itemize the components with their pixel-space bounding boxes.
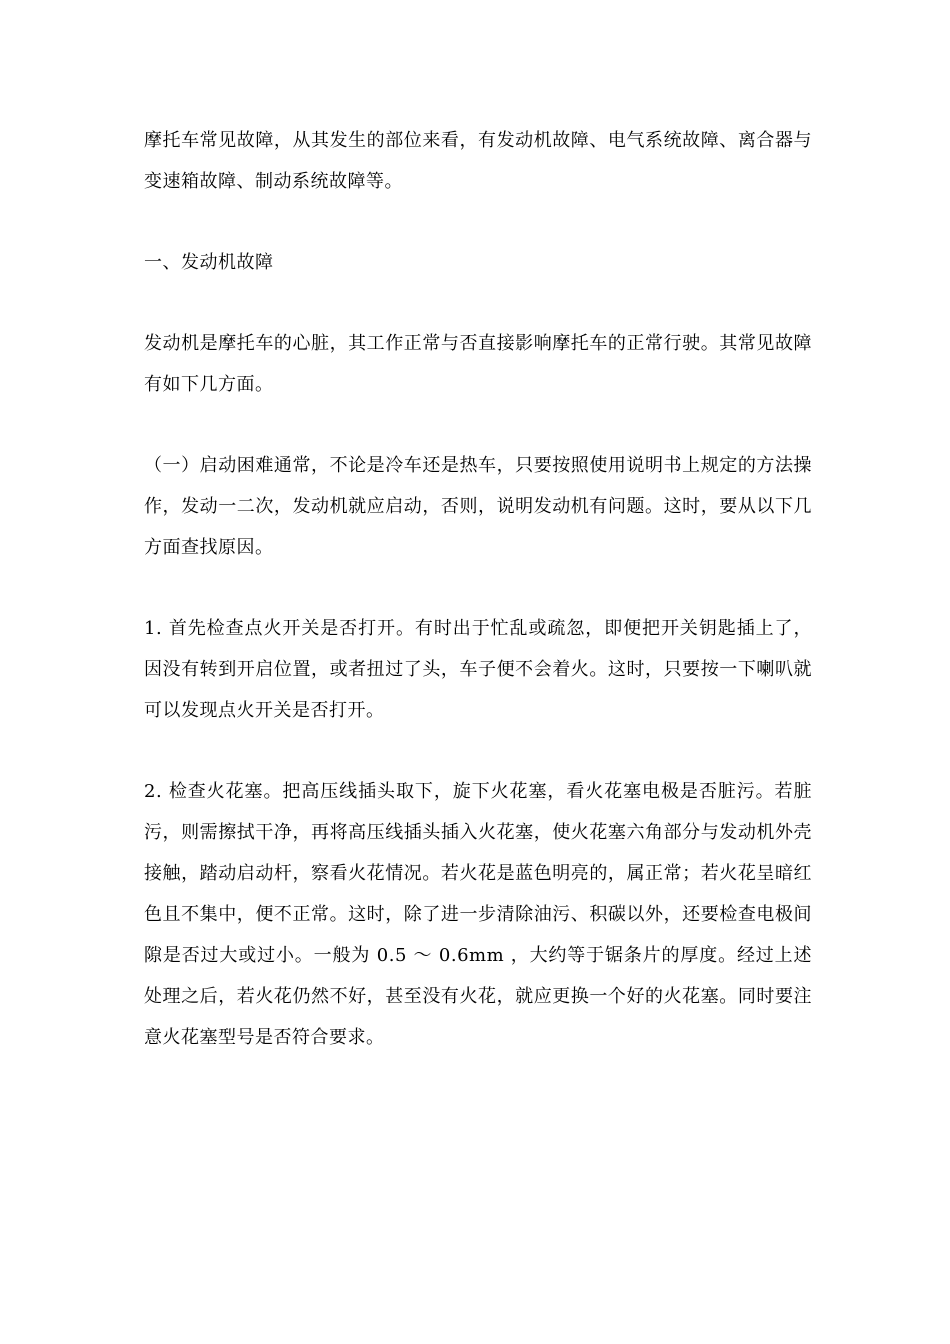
section-heading: 一、发动机故障 xyxy=(144,252,274,273)
spark-plug-paragraph: 2. 检查火花塞。把高压线插头取下，旋下火花塞，看火花塞电极是否脏污。若脏污，则需擦拭干净，再将高压线插头插入火花塞，使火花塞六角部分与发动机外壳接触，踏动启动杆，察看火花情况。若火花是蓝色明亮的，属正常；若火花呈暗红色且不集中，便不正常。这时，除了进一步清除油污、积碳以外，还要检查电极间隙是否过大或过小。一般为 0.5 ～ 0.6mm ，大约等于锯条片的厚度。经过上述处理之后，若火花仍然不好，甚至没有火花，就应更换一个好的火花塞。同时要注意火花塞型号是否符合要求。 xyxy=(144,781,812,1048)
paragraph-spacer xyxy=(144,405,812,445)
paragraph-spacer xyxy=(144,283,812,323)
paragraph-spacer xyxy=(144,731,812,771)
document-body xyxy=(144,120,812,1058)
starting-difficulty-paragraph: （一）启动困难通常，不论是冷车还是热车，只要按照使用说明书上规定的方法操作，发动一二次，发动机就应启动，否则，说明发动机有问题。这时，要从以下几方面查找原因。 xyxy=(144,455,812,558)
ignition-switch-paragraph: 1. 首先检查点火开关是否打开。有时出于忙乱或疏忽，即便把开关钥匙插上了，因没有转到开启位置，或者扭过了头，车子便不会着火。这时，只要按一下喇叭就可以发现点火开关是否打开。 xyxy=(144,618,812,721)
engine-intro-paragraph: 发动机是摩托车的心脏，其工作正常与否直接影响摩托车的正常行驶。其常见故障有如下几方面。 xyxy=(144,333,812,395)
paragraph-spacer xyxy=(144,568,812,608)
intro-paragraph: 摩托车常见故障，从其发生的部位来看，有发动机故障、电气系统故障、离合器与变速箱故障、制动系统故障等。 xyxy=(144,130,812,192)
paragraph-spacer xyxy=(144,202,812,242)
